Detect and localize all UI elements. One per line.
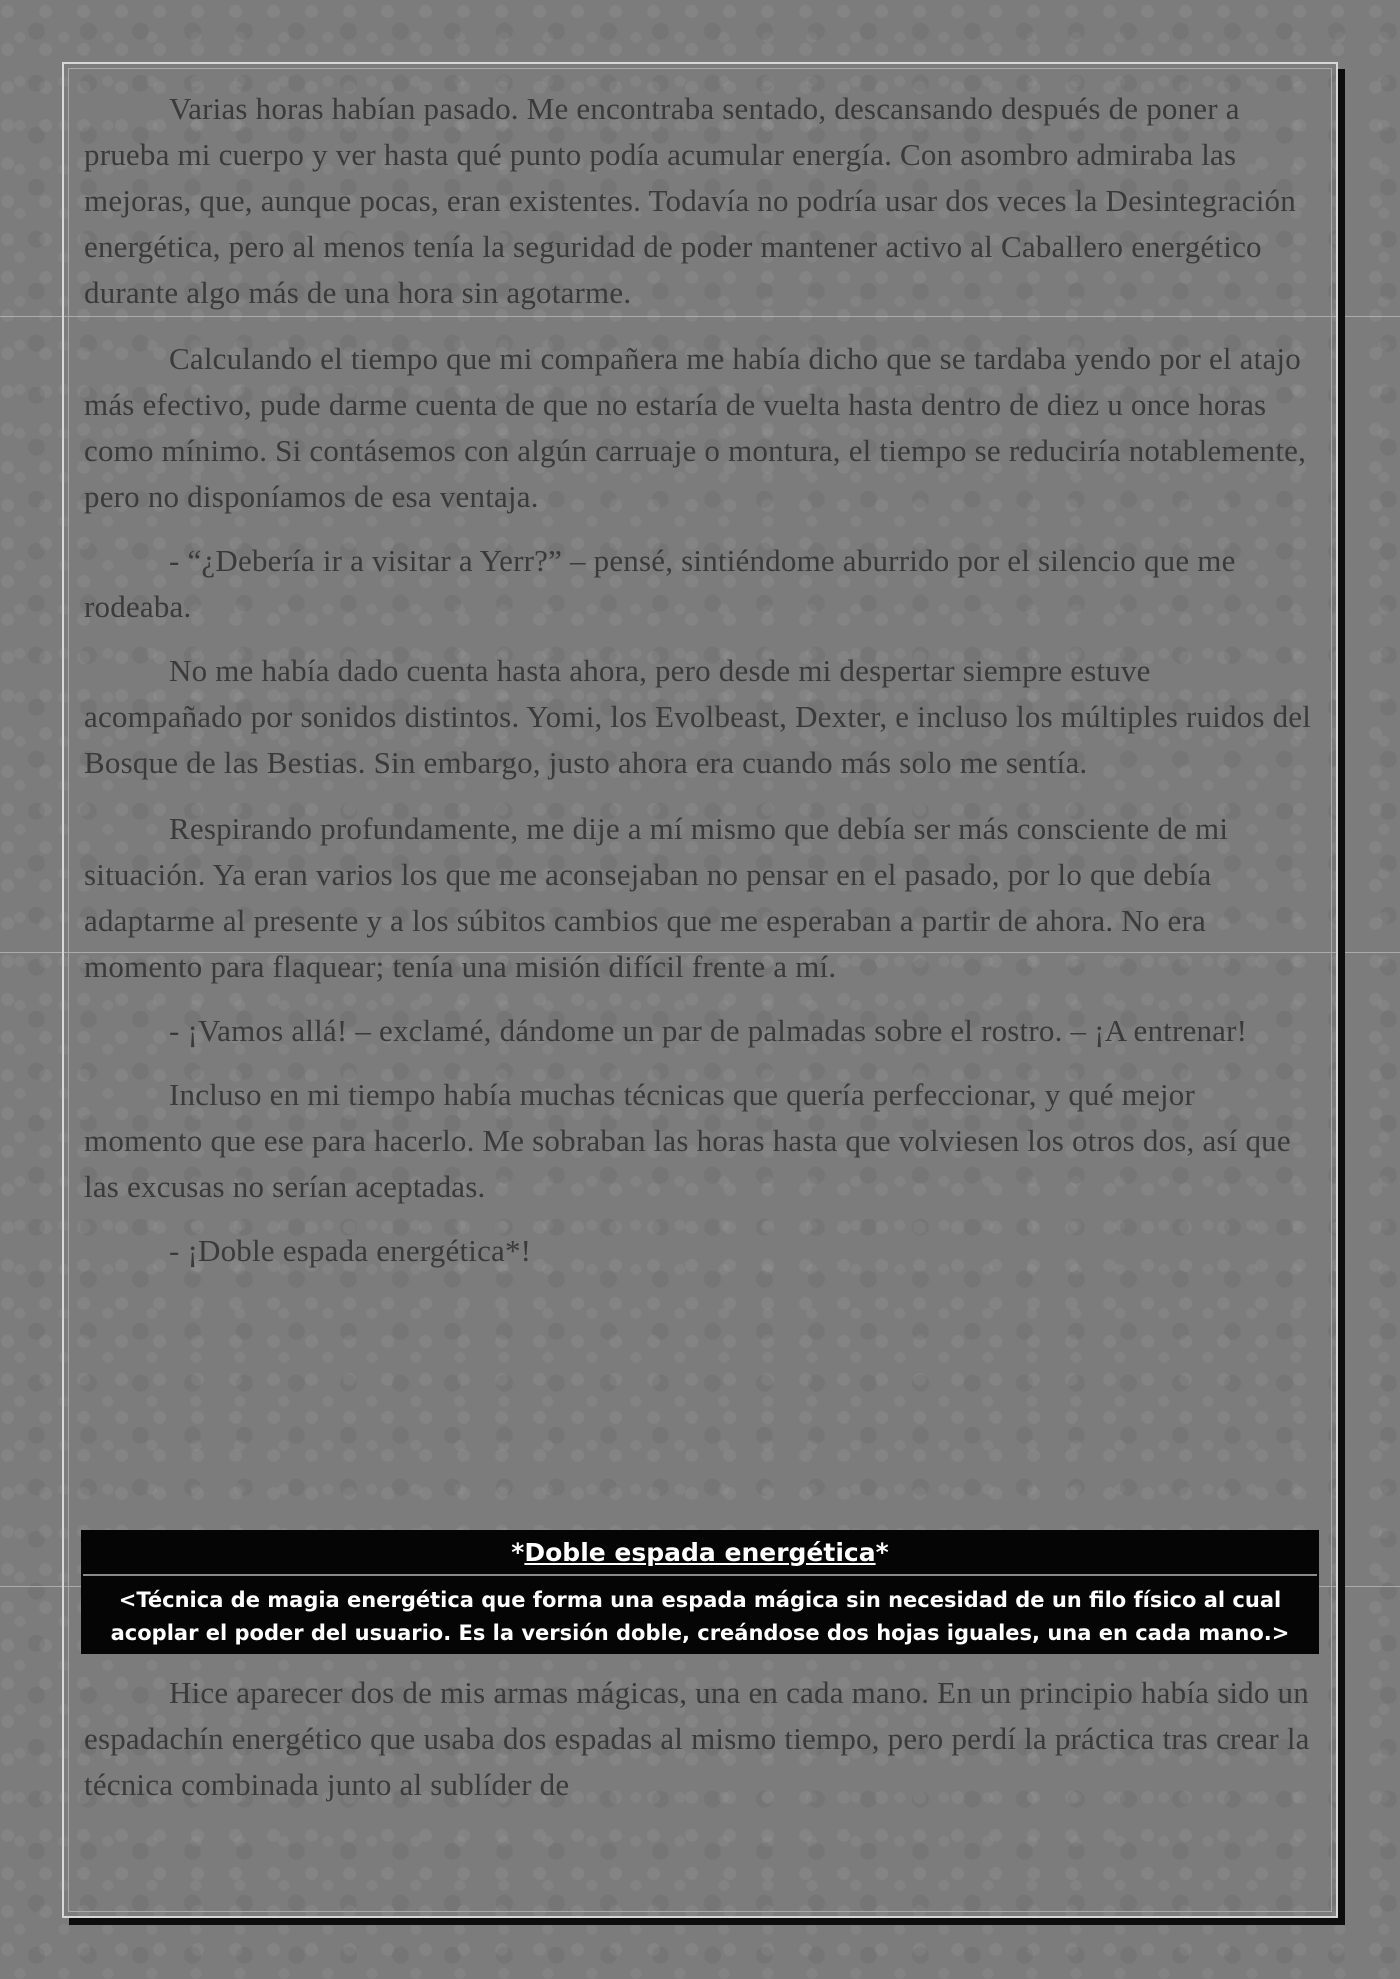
dialogue-line: - ¡Doble espada energética*! <box>169 1233 532 1268</box>
paragraph: Varias horas habían pasado. Me encontraba sentado, descansando después de poner a prueba mi cuerpo y ver hasta qué punto podía acumular energía. Con asombro admiraba las mejoras, que, aunque pocas, eran existentes. Todavía no podría usar dos veces la Desintegración energética, pero al menos tenía la seguridad de poder mantener activo al Caballero energético durante algo más de una hora sin agotarme. <box>84 91 1296 310</box>
technique-info-box <box>81 1530 1319 1654</box>
paragraph: Respirando profundamente, me dije a mí mismo que debía ser más consciente de mi situación. Ya eran varios los que me aconsejaban no pensar en el pasado, por lo que debía adaptarme al presente y a los súbitos cambios que me esperaban a partir de ahora. No era momento para flaquear; tenía una misión difícil frente a mí. <box>84 811 1229 984</box>
title-asterisk: * <box>875 1538 889 1567</box>
technique-description: <Técnica de magia energética que forma una espada mágica sin necesidad de un filo físico al cual acoplar el poder del usuario. Es la versión doble, creándose dos hojas iguales, una en cada mano.> <box>110 1588 1290 1645</box>
text-body-top <box>84 86 1316 1274</box>
technique-name: Doble espada energética <box>524 1538 876 1567</box>
paragraph: No me había dado cuenta hasta ahora, pero desde mi despertar siempre estuve acompañado por sonidos distintos. Yomi, los Evolbeast, Dexter, e incluso los múltiples ruidos del Bosque de las Bestias. Sin embargo, justo ahora era cuando más solo me sentía. <box>84 653 1312 780</box>
dialogue-line: - “¿Debería ir a visitar a Yerr?” – pensé, sintiéndome aburrido por el silencio que me rodeaba. <box>84 543 1236 624</box>
dialogue-line: - ¡Vamos allá! – exclamé, dándome un par de palmadas sobre el rostro. – ¡A entrenar! <box>169 1013 1248 1048</box>
text-body-bottom <box>84 1670 1316 1808</box>
paragraph: Incluso en mi tiempo había muchas técnicas que quería perfeccionar, y qué mejor momento que ese para hacerlo. Me sobraban las horas hasta que volviesen los otros dos, así que las excusas no serían aceptadas. <box>84 1077 1291 1204</box>
technique-title <box>81 1532 1319 1574</box>
title-asterisk: * <box>511 1538 525 1567</box>
paragraph: Calculando el tiempo que mi compañera me había dicho que se tardaba yendo por el atajo más efectivo, pude darme cuenta de que no estaría de vuelta hasta dentro de diez u once horas como mínimo. Si contásemos con algún carruaje o montura, el tiempo se reduciría notablemente, pero no disponíamos de esa ventaja. <box>84 341 1307 514</box>
paragraph: Hice aparecer dos de mis armas mágicas, una en cada mano. En un principio había sido un espadachín energético que usaba dos espadas al mismo tiempo, pero perdí la práctica tras crear la técnica combinada junto al sublíder de <box>84 1675 1310 1802</box>
